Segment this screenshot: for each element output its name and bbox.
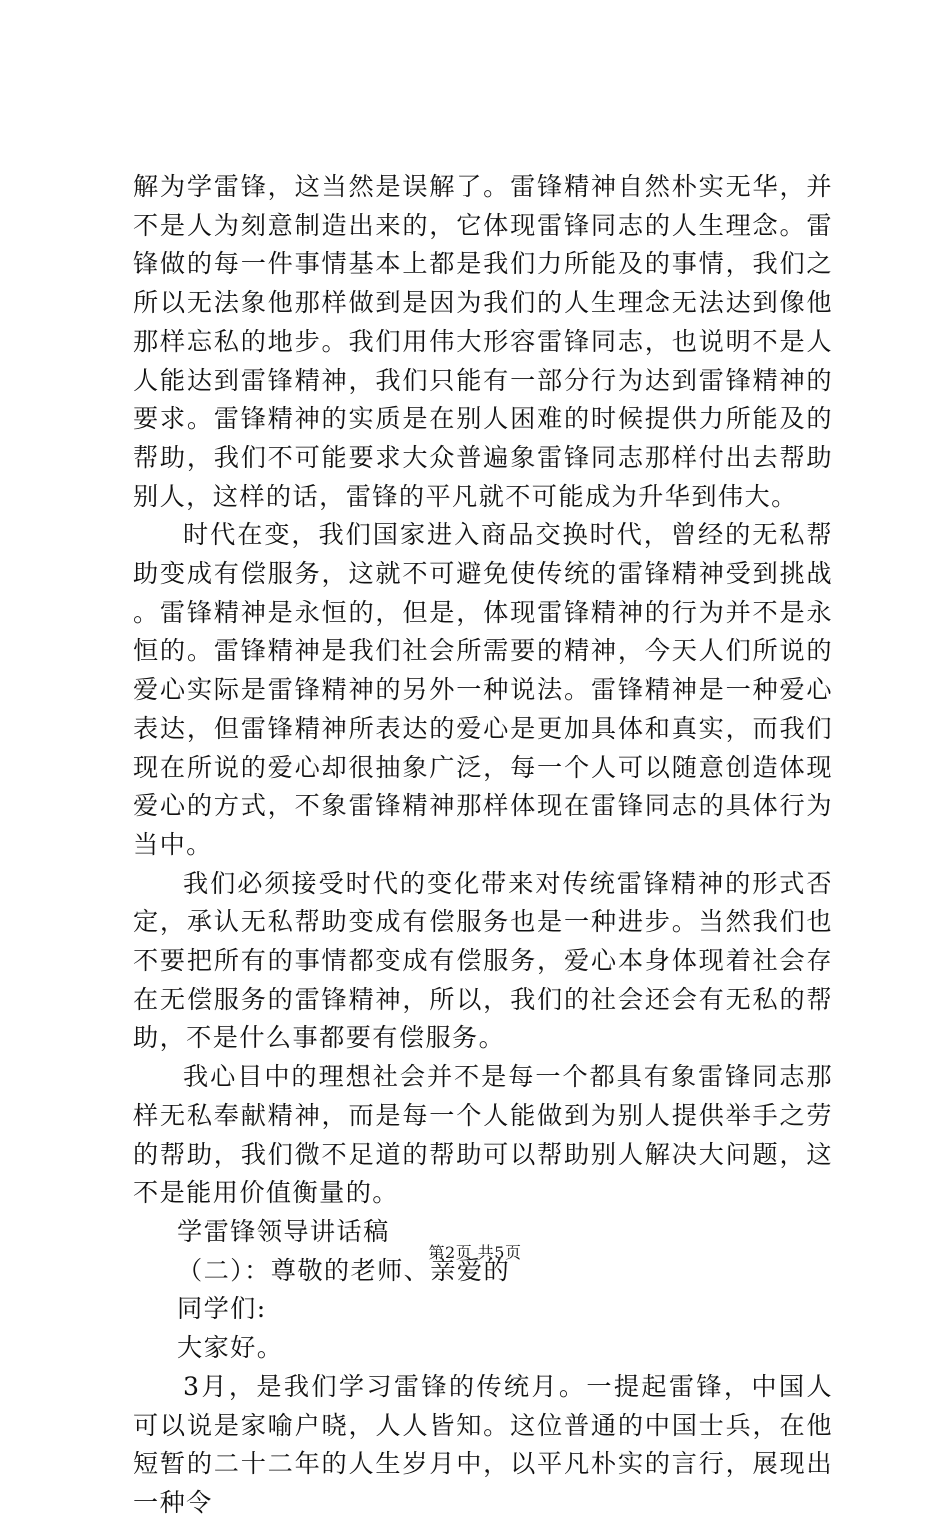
paragraph-2: 时代在变，我们国家进入商品交换时代，曾经的无私帮助变成有偿服务，这就不可避免使传统的雷锋精神受到挑战。雷锋精神是永恒的，但是，体现雷锋精神的行为并不是永恒的。雷锋精神是我们社会所需要的精神，今天人们所说的爱心实际是雷锋精神的另外一种说法。雷锋精神是一种爱心表达，但雷锋精神所表达的爱心是更加具体和真实，而我们现在所说的爱心却很抽象广泛，每一个人可以随意创造体现爱心的方式，不象雷锋精神那样体现在雷锋同志的具体行为当中。	[133, 520, 833, 859]
speech-subtitle: （二）：尊敬的老师、亲爱的	[177, 1255, 511, 1285]
page-number-footer: 第2页 共5页	[428, 1243, 522, 1262]
paragraph-5: 3月，是我们学习雷锋的传统月。一提起雷锋，中国人可以说是家喻户晓，人人皆知。这位普通的中国士兵，在他短暂的二十二年的人生岁月中，以平凡朴实的言行，展现出一种令	[133, 1371, 833, 1517]
paragraph-3: 我们必须接受时代的变化带来对传统雷锋精神的形式否定，承认无私帮助变成有偿服务也是一种进步。当然我们也不要把所有的事情都变成有偿服务，爱心本身体现着社会存在无偿服务的雷锋精神，所以，我们的社会还会有无私的帮助，不是什么事都要有偿服务。	[133, 868, 833, 1053]
speech-greeting: 同学们:	[177, 1294, 267, 1324]
paragraph-1: 解为学雷锋，这当然是误解了。雷锋精神自然朴实无华，并不是人为刻意制造出来的，它体现雷锋同志的人生理念。雷锋做的每一件事情基本上都是我们力所能及的事情，我们之所以无法象他那样做到是因为我们的人生理念无法达到像他那样忘私的地步。我们用伟大形容雷锋同志，也说明不是人人能达到雷锋精神，我们只能有一部分行为达到雷锋精神的要求。雷锋精神的实质是在别人困难的时候提供力所能及的帮助，我们不可能要求大众普遍象雷锋同志那样付出去帮助别人，这样的话，雷锋的平凡就不可能成为升华到伟大。	[133, 172, 833, 511]
document-body	[133, 168, 833, 1523]
speech-title: 学雷锋领导讲话稿	[177, 1216, 390, 1246]
paragraph-4: 我心目中的理想社会并不是每一个都具有象雷锋同志那样无私奉献精神，而是每一个人能做到为别人提供举手之劳的帮助，我们微不足道的帮助可以帮助别人解决大问题，这不是能用价值衡量的。	[133, 1062, 833, 1208]
speech-hello: 大家好。	[177, 1333, 284, 1363]
